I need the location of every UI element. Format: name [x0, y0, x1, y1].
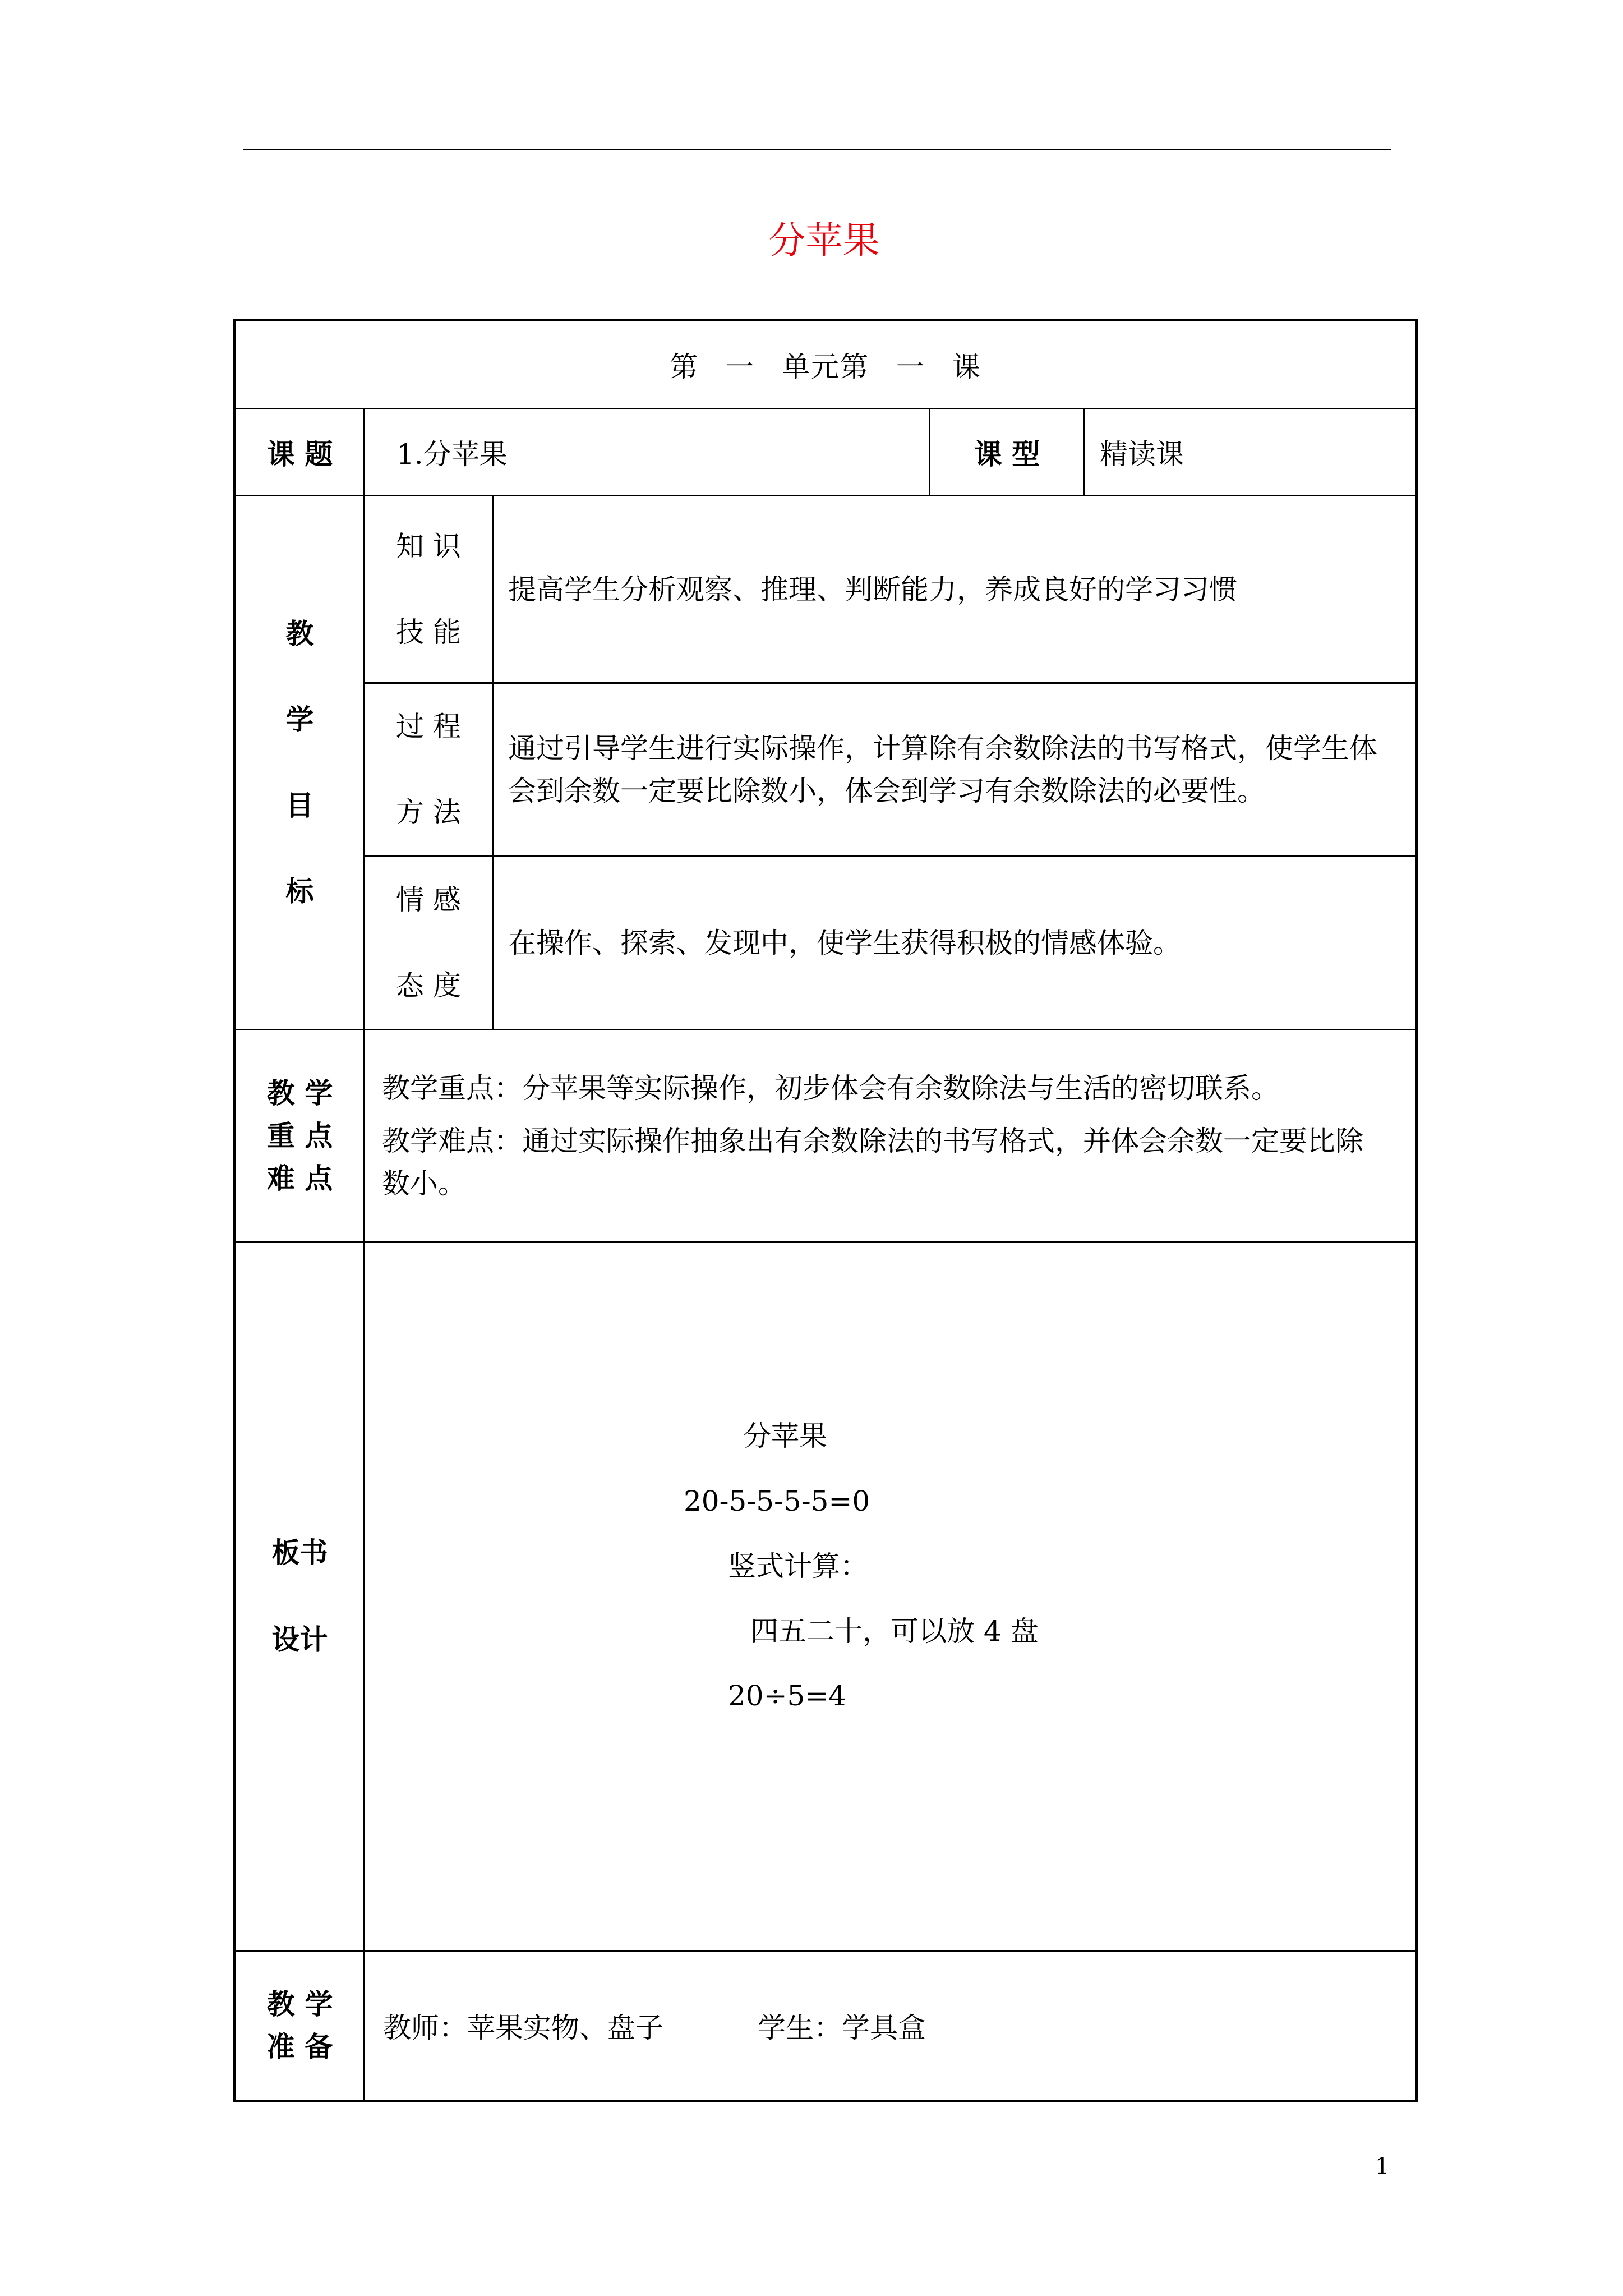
objective-content-process — [493, 683, 1417, 857]
board-label — [235, 1243, 365, 1951]
prep-label-line: 教 学 — [266, 1988, 333, 2021]
page-number: 1 — [1375, 2154, 1390, 2179]
key-points-content — [365, 1030, 1417, 1243]
board-multiplication-rhyme: 四五二十，可以放 4 盘 — [750, 1615, 1039, 1648]
topic-label: 课 题 — [235, 409, 365, 496]
board-title: 分苹果 — [743, 1420, 827, 1452]
objectives-label-char: 标 — [285, 875, 314, 908]
sublabel-line: 情 感 — [396, 884, 461, 916]
objective-content-attitude — [493, 857, 1417, 1030]
board-content — [365, 1243, 1417, 1951]
topic-row — [235, 409, 1417, 496]
board-label-line: 板书 — [271, 1536, 328, 1569]
objective-row-attitude — [235, 857, 1417, 1030]
objective-sublabel-process — [365, 683, 493, 857]
unit-line: 第 一 单元第 一 课 — [235, 320, 1417, 409]
objective-text-line: 在操作、探索、发现中，使学生获得积极的情感体验。 — [508, 927, 1181, 959]
key-difficulty-line: 教学难点：通过实际操作抽象出有余数除法的书写格式，并体会余数一定要比除 — [382, 1125, 1363, 1157]
board-equation-division: 20÷5=4 — [728, 1680, 847, 1712]
key-difficulty-paragraph — [382, 1120, 1415, 1205]
objective-text-line: 提高学生分析观察、推理、判断能力，养成良好的学习习惯 — [508, 573, 1237, 606]
prep-teacher: 教师：苹果实物、盘子 — [383, 2012, 663, 2044]
topic-value: 1.分苹果 — [365, 409, 930, 496]
board-area — [365, 1243, 1415, 1948]
unit-row — [235, 320, 1417, 409]
key-focus-text: 教学重点：分苹果等实际操作，初步体会有余数除法与生活的密切联系。 — [382, 1072, 1279, 1105]
document-title: 分苹果 — [768, 219, 880, 262]
prep-student: 学生：学具盒 — [758, 2012, 926, 2044]
objective-content-knowledge — [493, 496, 1417, 683]
objectives-label-char: 学 — [285, 703, 314, 736]
board-row — [235, 1243, 1417, 1951]
key-points-label-line: 难 点 — [266, 1162, 333, 1195]
key-points-label — [235, 1030, 365, 1243]
objectives-label-char: 目 — [285, 789, 314, 822]
prep-content — [365, 1951, 1417, 2101]
objectives-label — [235, 496, 365, 1030]
type-label: 课 型 — [930, 409, 1085, 496]
type-value: 精读课 — [1085, 409, 1417, 496]
prep-label — [235, 1951, 365, 2101]
board-vertical-calc-heading: 竖式计算： — [728, 1550, 868, 1582]
objective-sublabel-knowledge — [365, 496, 493, 683]
objective-row-process — [235, 683, 1417, 857]
sublabel-line: 技 能 — [396, 615, 461, 648]
sublabel-line: 过 程 — [396, 710, 461, 743]
objective-text-line: 会到余数一定要比除数小，体会到学习有余数除法的必要性。 — [508, 775, 1265, 807]
key-points-label-line: 重 点 — [266, 1120, 333, 1152]
objectives-label-char: 教 — [285, 617, 314, 650]
header-rule — [243, 149, 1391, 150]
objective-row-knowledge — [235, 496, 1417, 683]
sublabel-line: 知 识 — [396, 530, 461, 563]
objective-sublabel-attitude — [365, 857, 493, 1030]
key-difficulty-line: 数小。 — [382, 1167, 466, 1200]
sublabel-line: 态 度 — [396, 969, 461, 1002]
key-points-label-line: 教 学 — [266, 1077, 333, 1110]
objective-text-line: 通过引导学生进行实际操作，计算除有余数除法的书写格式，使学生体 — [508, 732, 1377, 765]
board-equation-subtraction: 20-5-5-5-5=0 — [684, 1485, 870, 1517]
prep-row — [235, 1951, 1417, 2101]
lesson-plan-table — [233, 319, 1418, 2102]
board-label-line: 设计 — [271, 1623, 328, 1656]
key-points-row — [235, 1030, 1417, 1243]
sublabel-line: 方 法 — [396, 796, 461, 829]
prep-label-line: 准 备 — [266, 2031, 333, 2063]
